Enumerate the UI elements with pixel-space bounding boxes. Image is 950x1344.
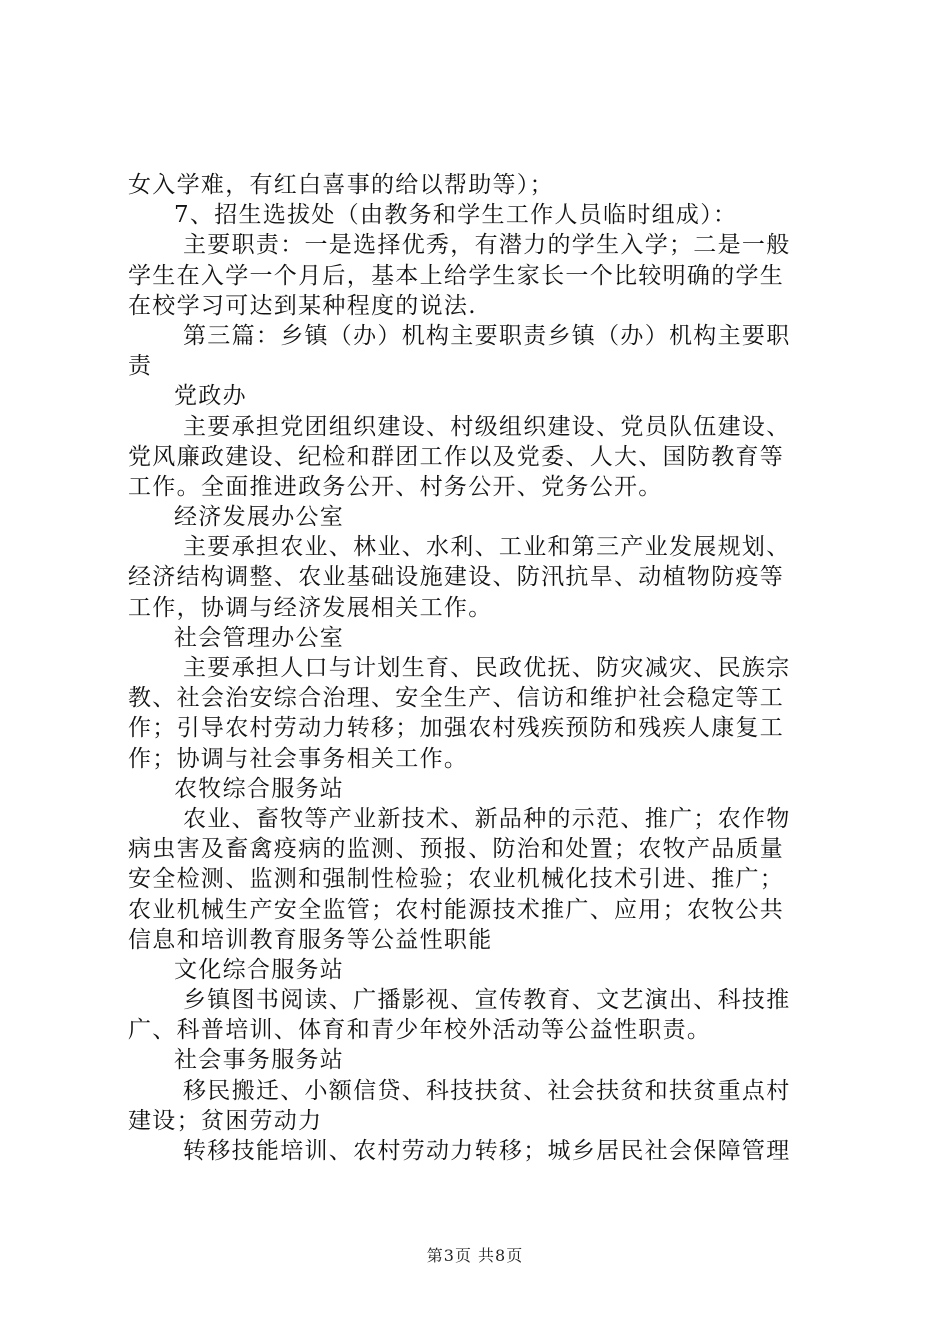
text-line: 作；协调与社会事务相关工作。 — [128, 745, 469, 772]
text-line: 作；引导农村劳动力转移；加强农村残疾预防和残疾人康复工 — [128, 715, 785, 742]
text-line: 社会管理办公室 — [174, 624, 345, 651]
page-footer: 第3页 共8页 — [426, 1246, 524, 1265]
text-line: 乡镇图书阅读、广播影视、宣传教育、文艺演出、科技推 — [183, 987, 791, 1014]
text-line: 党风廉政建设、纪检和群团工作以及党委、人大、国防教育等 — [128, 443, 785, 470]
text-line: 经济发展办公室 — [174, 504, 345, 531]
text-line: 工作。全面推进政务公开、村务公开、党务公开。 — [128, 473, 663, 500]
text-line: 社会事务服务站 — [174, 1047, 345, 1074]
text-line: 教、社会治安综合治理、安全生产、信访和维护社会稳定等工 — [128, 685, 785, 712]
text-line: 经济结构调整、农业基础设施建设、防汛抗旱、动植物防疫等 — [128, 564, 785, 591]
text-line: 农牧综合服务站 — [174, 775, 345, 802]
text-line: 主要承担农业、林业、水利、工业和第三产业发展规划、 — [183, 534, 791, 561]
text-line: 广、科普培训、体育和青少年校外活动等公益性职责。 — [128, 1017, 712, 1044]
text-line: 病虫害及畜禽疫病的监测、预报、防治和处置；农牧产品质量 — [128, 836, 785, 863]
text-line: 主要承担人口与计划生育、民政优抚、防灾减灾、民族宗 — [183, 655, 791, 681]
text-line: 农业、畜牧等产业新技术、新品种的示范、推广；农作物 — [183, 805, 791, 832]
text-line: 在校学习可达到某种程度的说法. — [128, 292, 477, 319]
text-line: 7、招生选拔处（由教务和学生工作人员临时组成）： — [174, 202, 738, 229]
text-line: 安全检测、监测和强制性检验；农业机械化技术引进、推广； — [128, 866, 785, 893]
text-line: 移民搬迁、小额信贷、科技扶贫、社会扶贫和扶贫重点村 — [183, 1077, 791, 1104]
text-line: 党政办 — [174, 383, 247, 410]
text-line: 转移技能培训、农村劳动力转移；城乡居民社会保障管理 — [183, 1138, 791, 1164]
document-body — [128, 170, 832, 1166]
text-line: 工作，协调与经济发展相关工作。 — [128, 594, 493, 621]
text-line: 建设；贫困劳动力 — [128, 1107, 323, 1134]
text-line: 主要承担党团组织建设、村级组织建设、党员队伍建设、 — [183, 413, 791, 440]
text-line: 责 — [128, 353, 153, 380]
text-line: 学生在入学一个月后，基本上给学生家长一个比较明确的学生 — [128, 262, 785, 289]
text-line: 第三篇：乡镇（办）机构主要职责乡镇（办）机构主要职 — [183, 322, 791, 349]
text-line: 农业机械生产安全监管；农村能源技术推广、应用；农牧公共 — [128, 896, 785, 923]
text-line: 主要职责：一是选择优秀，有潜力的学生入学；二是一般 — [183, 232, 791, 259]
text-line: 文化综合服务站 — [174, 956, 345, 983]
text-line: 女入学难，有红白喜事的给以帮助等）； — [128, 172, 554, 198]
text-line: 信息和培训教育服务等公益性职能 — [128, 926, 493, 953]
